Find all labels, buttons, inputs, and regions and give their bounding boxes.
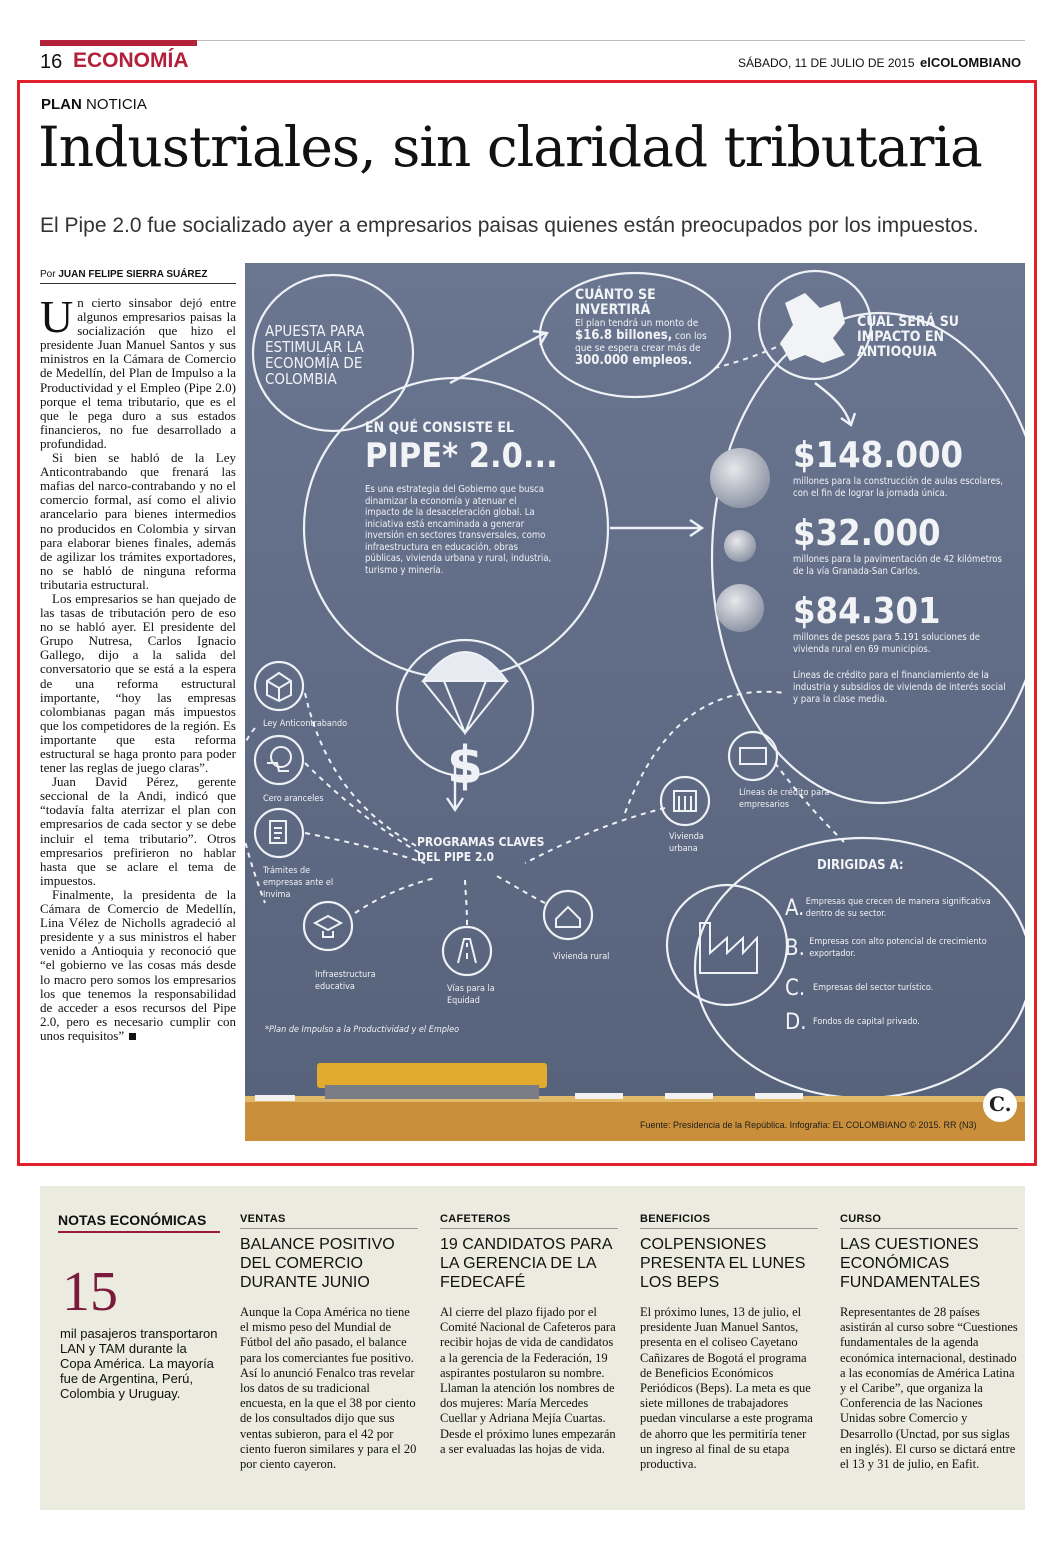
program-anticontrabando: Ley Anticontrabando: [263, 719, 348, 729]
chalk-stick: [255, 1095, 295, 1101]
note-tag: BENEFICIOS: [640, 1213, 711, 1225]
byline-rule: [40, 283, 236, 284]
coin-large: [710, 448, 770, 508]
note-column: [240, 1213, 418, 1472]
note-headline: 19 CANDIDATOS PARA LA GERENCIA DE LA FEDECAFÉ: [440, 1236, 612, 1291]
subheadline: El Pipe 2.0 fue socializado ayer a empresarios paisas quienes están preocupados por los impuestos.: [40, 214, 979, 237]
note-body: Representantes de 28 países asistirán al curso sobre “Cuestiones fundamentales de la agenda económica internacional, destinado a las economías de América Latina y el Caribe”, que organiza la Conferencia de las Naciones Unidas sobre Comercio y Desarrollo (Unctad, por sus siglas en inglés). El curso se dictará entre el 13 y 31 de julio, en Eafit.: [840, 1305, 1018, 1472]
impact-3-amount: $84.301: [793, 591, 941, 632]
section-name: ECONOMÍA: [73, 49, 189, 72]
article-paragraph: Los empresarios se han quejado de las tasas de tributación pero de eso no se habló ayer. El presidente del Grupo Nutresa, Carlos Ignacio Gallego, dijo a la salida del conversatorio que se está a la espera de una reforma estructural importante, “hoy las empresas colombianas pagan más impuestos que los competidores de la región. Es importante que esta reforma estructural se haga pronto para poder tener las reglas de juego claras”.: [40, 590, 236, 776]
article-paragraph: Un cierto sinsabor dejó entre algunos empresarios paisas la socialización que hizo el presidente Juan Manuel Santos y sus ministros en la Cámara de Comercio de Medellín, del Plan de Impulso a la Productividad y el Empleo (Pipe 2.0) porque el tema tributario, que es el que le pega duro a sus estados financieros, no fue desarrollado a profundidad.: [40, 291, 236, 451]
issue-date: SÁBADO, 11 DE JULIO DE 2015: [738, 56, 915, 70]
impact-3: [793, 591, 1013, 656]
directed-item: B. Empresas con alto potencial de crecimiento exportador.: [785, 936, 987, 961]
eraser-felt: [325, 1085, 539, 1099]
infographic-logo: C.: [989, 1092, 1012, 1116]
byline: Por JUAN FELIPE SIERRA SUÁREZ: [40, 269, 208, 280]
note-body: Al cierre del plazo fijado por el Comité Nacional de Cafeteros para recibir hojas de vida de candidatos a la gerencia de la Federación, 19 aspirantes postularon su nombre. Llaman la atención los nombres de dos mujeres: María Mercedes Cuellar y Adriana Mejía Cuartas. Desde el próximo lunes empezarán a ser evaluadas las hojas de vida.: [440, 1305, 616, 1456]
impact-title: CUÁL SERÁ SU IMPACTO EN ANTIOQUIA: [857, 314, 959, 360]
directed-list: [785, 896, 1005, 1044]
featured-number: 15: [62, 1261, 118, 1323]
footnote: *Plan de Impulso a la Productividad y el Empleo: [265, 1025, 460, 1035]
impact-1-amount: $148.000: [793, 435, 964, 476]
program-vivienda-rural: Vivienda rural: [553, 952, 610, 962]
coin-small: [724, 530, 756, 562]
eraser-top: [317, 1063, 547, 1088]
article-paragraph: Si bien se habló de la Ley Anticontrabando que frenará las mafias del narco-contrabando y no el comercio formal, así como el alivio arancelario para bienes intermedios no producidos en Colombia y sirvan para elaborar bienes finales, además de agilizar los trámites exportadores, no se habló de ninguna reforma tributaria estructural.: [40, 450, 236, 592]
notes-title: NOTAS ECONÓMICAS: [58, 1212, 207, 1228]
chalk-stick: [575, 1093, 623, 1099]
pipe-name: PIPE* 2.0...: [365, 436, 558, 476]
headline: Industriales, sin claridad tributaria: [38, 115, 982, 179]
infographic-chalkboard: [245, 263, 1025, 1141]
featured-number-text: mil pasajeros transportaron LAN y TAM durante la Copa América. La mayoría fue de Argentina, Perú, Colombia y Uruguay.: [60, 1326, 218, 1401]
chalk-ledge: [245, 1096, 1025, 1141]
apuesta-label: APUESTA PARA ESTIMULAR LA ECONOMÍA DE COLOMBIA: [265, 322, 365, 388]
credit-lines-text: Líneas de crédito para el financiamiento de la industria y subsidios de vivienda de interés social y para la clase media.: [793, 670, 1006, 705]
program-aranceles: Cero aranceles: [263, 794, 324, 804]
svg-text:$: $: [446, 736, 484, 796]
section-color-bar: [40, 40, 197, 46]
note-body: El próximo lunes, 13 de julio, el presidente Juan Manuel Santos, presenta en el coliseo Cayetano Cañizares de Bogotá el programa de Beneficios Económicos Periódicos (Beps). La meta es que siete millones de trabajadores puedan vincularse a este programa de ahorro que les permitiría tener un ingreso al final de su etapa productiva.: [640, 1305, 813, 1472]
investment-amount: $16.8 billones,: [575, 328, 673, 343]
pipe-block: [365, 421, 565, 576]
directed-item: A. Empresas que crecen de manera significativa dentro de su sector.: [785, 896, 991, 921]
note-headline: LAS CUESTIONES ECONÓMICAS FUNDAMENTALES: [840, 1236, 981, 1291]
note-headline: BALANCE POSITIVO DEL COMERCIO DURANTE JUNIO: [240, 1236, 395, 1291]
note-tag: CAFETEROS: [440, 1213, 511, 1225]
infographic-source: Fuente: Presidencia de la República. Infografía: EL COLOMBIANO © 2015. RR (N3): [640, 1120, 977, 1130]
article-paragraph: Finalmente, la presidenta de la Cámara de Comercio de Medellín, Lina Vélez de Nicholls agradeció al presidente y a sus ministros el haber venido a Antioquia y reconoció que “el gobierno ve las cosas más desde lo macro pero somos los empresarios los que tenemos la responsabilidad de acceder a esos recursos del Pipe 2.0, pero es necesario cumplir con unos requisitos”: [40, 886, 236, 1043]
impact-1: [793, 435, 1013, 500]
coin-medium: [716, 584, 764, 632]
pipe-description: Es una estrategia del Gobierno que busca dinamizar la economía y atenuar el impacto de la desaceleración global. La iniciativa está encaminada a generar inversión en sectores transversales, como infraestructura en educación, obras públicas, vivienda urbana y rural, industria, turismo y minería.: [365, 484, 552, 576]
investment-block: CUÁNTO SE INVERTIRÁ El plan tendrá un monto de $16.8 billones, con los que se espera crear más de 300.000 empleos.: [575, 288, 715, 368]
kicker: PLAN NOTICIA: [41, 96, 147, 113]
article-paragraph: Juan David Pérez, gerente seccional de la Andi, indicó que “todavía falta aterrizar el plan con empresarios de cada sector y se debe incluir el tema tributario”. Otros empresarios prefirieron no hablar hasta que se aclare el tema de impuestos.: [40, 774, 236, 888]
investment-jobs: 300.000 empleos.: [575, 353, 693, 368]
program-tramites: Trámites de empresas ante el Invima: [263, 866, 334, 900]
directed-item: C. Empresas del sector turístico.: [785, 976, 934, 1001]
investment-title: CUÁNTO SE INVERTIRÁ: [575, 287, 656, 318]
impact-3-text: millones de pesos para 5.191 soluciones de vivienda rural en 69 municipios.: [793, 632, 981, 655]
impact-1-text: millones para la construcción de aulas escolares, con el fin de lograr la jornada única.: [793, 476, 1004, 499]
note-tag: CURSO: [840, 1213, 882, 1225]
notes-title-rule: [58, 1231, 220, 1233]
impact-2-amount: $32.000: [793, 513, 941, 554]
impact-2: [793, 513, 1013, 578]
programs-title: PROGRAMAS CLAVES DEL PIPE 2.0: [417, 835, 545, 864]
note-headline: COLPENSIONES PRESENTA EL LUNES LOS BEPS: [640, 1236, 806, 1291]
note-column: [440, 1213, 618, 1457]
page-number: 16: [40, 51, 63, 73]
note-column: [840, 1213, 1018, 1472]
program-lineas-credito: Líneas de crédito para empresarios: [739, 788, 830, 810]
article-body: [40, 291, 236, 1043]
directed-item: D. Fondos de capital privado.: [785, 1010, 920, 1035]
note-tag: VENTAS: [240, 1213, 286, 1225]
note-body: Aunque la Copa América no tiene el mismo peso del Mundial de Fútbol del año pasado, el balance para los comerciantes fue positivo. Así lo anunció Fenalco tras revelar los datos de su tradicional encuesta, en la que el 38 por ciento de los consultados dijo que sus ventas subieron, para el 42 por ciento fueron similares y para el 20 por ciento cayeron.: [240, 1305, 417, 1472]
newspaper-name: elCOLOMBIANO: [920, 55, 1022, 70]
chalk-stick: [755, 1093, 803, 1099]
pipe-question: EN QUÉ CONSISTE EL: [365, 420, 514, 436]
program-vivienda-urbana: Vivienda urbana: [669, 832, 704, 854]
note-column: [640, 1213, 818, 1472]
drop-cap: U: [40, 291, 74, 342]
directed-title: DIRIGIDAS A:: [817, 858, 904, 873]
program-infraestructura: Infraestructura educativa: [315, 970, 376, 992]
chalk-stick: [665, 1093, 713, 1099]
program-vias: Vías para la Equidad: [447, 984, 495, 1006]
end-mark: [129, 1033, 136, 1040]
impact-2-text: millones para la pavimentación de 42 kilómetros de la vía Granada-San Carlos.: [793, 554, 1002, 577]
